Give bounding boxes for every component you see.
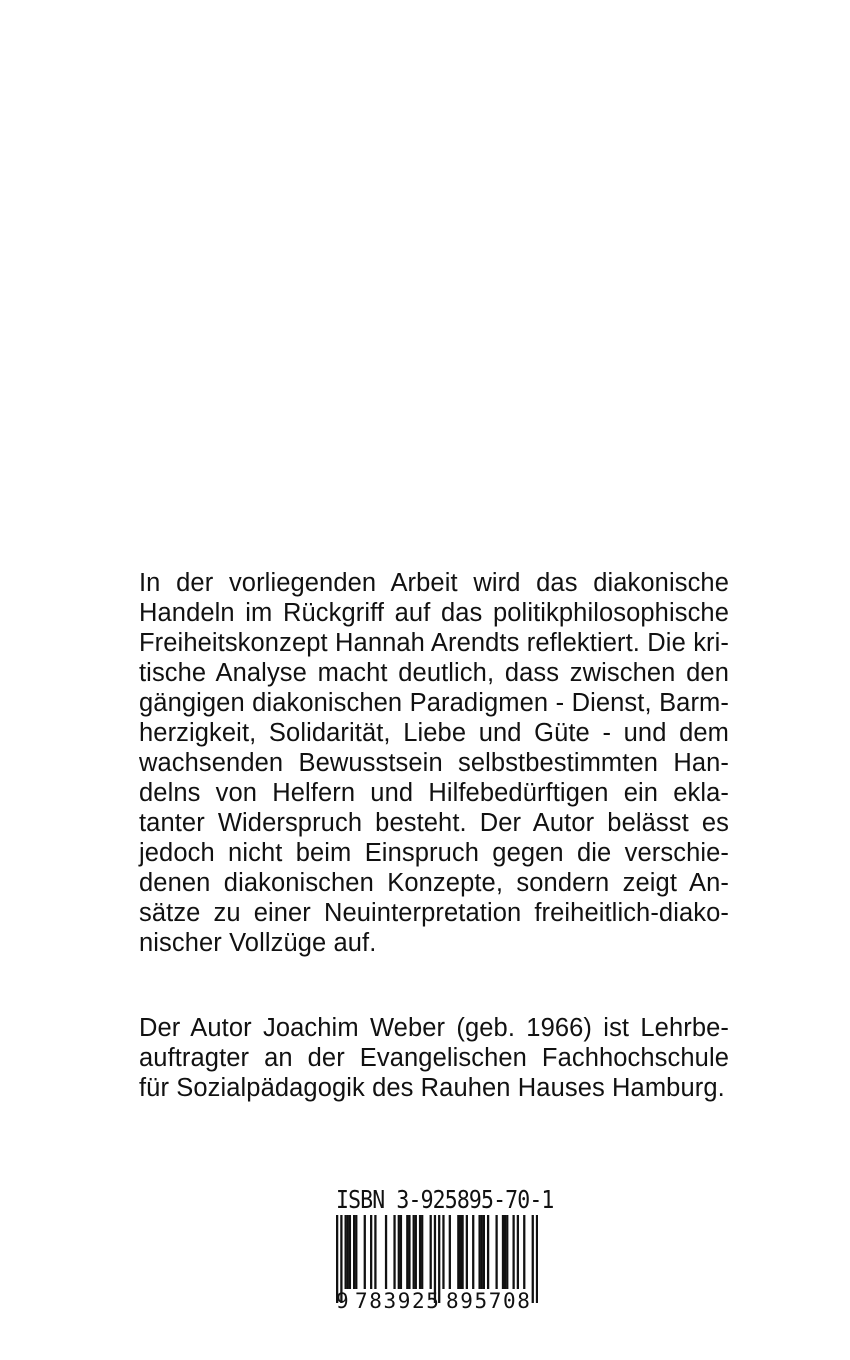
barcode-bar bbox=[502, 1215, 504, 1289]
barcode-bar bbox=[364, 1215, 366, 1289]
author-bio-paragraph bbox=[139, 1013, 729, 1103]
abstract-paragraph bbox=[139, 568, 729, 958]
barcode-bar bbox=[349, 1215, 351, 1289]
abstract-line: wachsenden Bewusstsein selbstbestimmten Han- bbox=[139, 749, 729, 777]
barcode-bar bbox=[421, 1215, 423, 1289]
author-bio-line: auftragter an der Evangelischen Fachhochschule bbox=[139, 1044, 729, 1072]
barcode-bar bbox=[408, 1215, 410, 1289]
barcode-bar bbox=[487, 1215, 489, 1289]
ean-left-group: 783925 bbox=[355, 1289, 441, 1313]
barcode-bar bbox=[355, 1215, 357, 1289]
barcode-bar bbox=[413, 1215, 415, 1289]
abstract-line: jedoch nicht beim Einspruch gegen die verschie- bbox=[139, 839, 729, 867]
barcode-bar bbox=[472, 1215, 474, 1289]
barcode-bar bbox=[459, 1215, 461, 1289]
abstract-line: delns von Helfern und Hilfebedürftigen ein ekla- bbox=[139, 779, 729, 807]
barcode-bar bbox=[385, 1215, 387, 1289]
barcode-bar bbox=[517, 1215, 519, 1289]
abstract-line: gängigen diakonischen Paradigmen - Dienst, Barm- bbox=[139, 689, 729, 717]
barcode-bar bbox=[415, 1215, 417, 1289]
barcode-bar bbox=[419, 1215, 421, 1289]
barcode-bar bbox=[347, 1215, 349, 1289]
barcode-bar bbox=[483, 1215, 485, 1289]
barcode-bar bbox=[398, 1215, 400, 1289]
barcode-bar bbox=[481, 1215, 483, 1289]
barcode-bar bbox=[466, 1215, 468, 1289]
barcode-bar bbox=[512, 1215, 514, 1289]
abstract-line: Freiheitskonzept Hannah Arendts reflektiert. Die kri- bbox=[139, 629, 729, 657]
barcode-bar bbox=[400, 1215, 402, 1289]
barcode-bar bbox=[504, 1215, 506, 1289]
author-bio-line: Der Autor Joachim Weber (geb. 1966) ist Lehrbe- bbox=[139, 1014, 729, 1042]
barcode-bar bbox=[406, 1215, 408, 1289]
abstract-line: nischer Vollzüge auf. bbox=[139, 929, 377, 957]
abstract-line: denen diakonischen Konzepte, sondern zeigt An- bbox=[139, 869, 729, 897]
author-bio-line: für Sozialpädagogik des Rauhen Hauses Hamburg. bbox=[139, 1074, 725, 1102]
barcode-bar bbox=[523, 1215, 525, 1289]
barcode-bar bbox=[353, 1215, 355, 1289]
barcode-bar bbox=[478, 1215, 480, 1289]
isbn-barcode bbox=[336, 1185, 554, 1320]
barcode-bar bbox=[393, 1215, 395, 1289]
barcode-bar bbox=[442, 1215, 444, 1289]
barcode-bar bbox=[374, 1215, 376, 1289]
barcode-bar bbox=[430, 1215, 432, 1289]
abstract-line: tische Analyse macht deutlich, dass zwischen den bbox=[139, 659, 729, 687]
abstract-line: Handeln im Rückgriff auf das politikphilosophische bbox=[139, 599, 729, 627]
barcode-bar bbox=[345, 1215, 347, 1289]
barcode-bar bbox=[461, 1215, 463, 1289]
ean-digits bbox=[336, 1286, 538, 1316]
barcode-bar bbox=[370, 1215, 372, 1289]
barcode-bar bbox=[457, 1215, 459, 1289]
abstract-line: sätze zu einer Neuinterpretation freiheitlich-diako- bbox=[139, 899, 729, 927]
barcode-bar bbox=[449, 1215, 451, 1289]
ean-first-digit: 9 bbox=[336, 1289, 349, 1313]
isbn-label: ISBN 3-925895-70-1 bbox=[336, 1185, 554, 1214]
abstract-line: tanter Widerspruch besteht. Der Autor belässt es bbox=[139, 809, 729, 837]
ean-right-group: 895708 bbox=[446, 1289, 532, 1313]
abstract-line: herzigkeit, Solidarität, Liebe und Güte - und dem bbox=[139, 719, 729, 747]
barcode-bar bbox=[506, 1215, 508, 1289]
abstract-line: In der vorliegenden Arbeit wird das diakonische bbox=[139, 569, 729, 597]
barcode-bar bbox=[495, 1215, 497, 1289]
